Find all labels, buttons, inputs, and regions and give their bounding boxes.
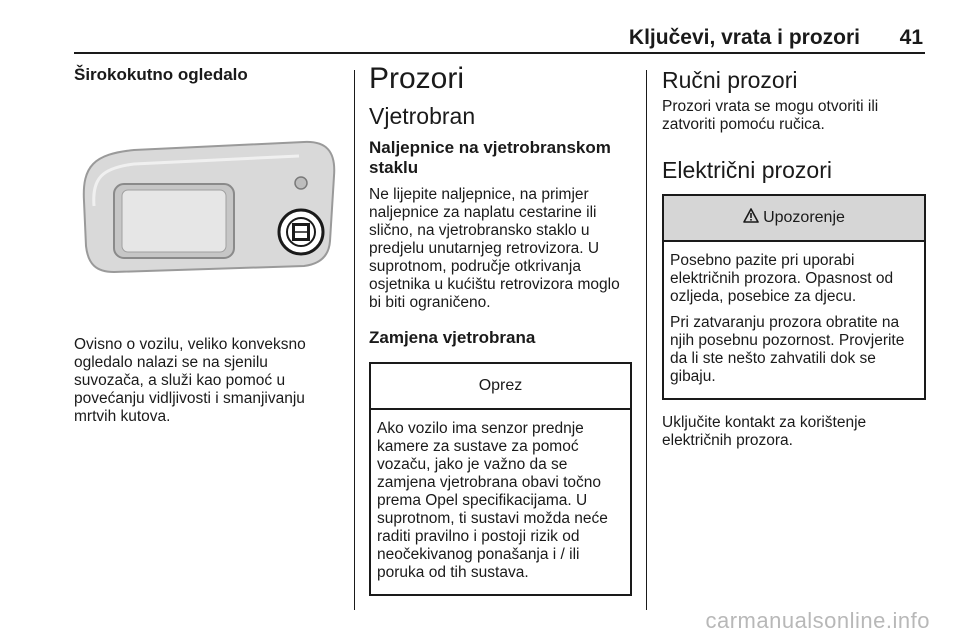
text-line: ozljeda, posebice za djecu.: [670, 288, 857, 305]
text-line: Uključite kontakt za korištenje: [662, 414, 867, 431]
text-line: suvozača, a služi kao pomoć u: [74, 372, 286, 389]
section-heading-mirror: Širokokutno ogledalo: [74, 65, 248, 84]
text-line: predjelu unutarnjeg retrovizora. U: [369, 240, 600, 257]
sun-visor-mirror-illustration: [74, 106, 342, 316]
text-line: Posebno pazite pri uporabi: [670, 252, 855, 269]
text-line: neočekivanog ponašanja i / ili: [377, 546, 580, 563]
text-line: električnih prozora. Opasnost od: [670, 270, 894, 287]
text-line: električnih prozora.: [662, 432, 793, 449]
text-line: Naljepnice na vjetrobranskom: [369, 138, 611, 157]
text-line: suprotnom, područje otkrivanja: [369, 258, 581, 275]
column-3: [662, 62, 926, 450]
text-line: zatvoriti pomoću ručica.: [662, 116, 825, 133]
warning-triangle-icon: [743, 208, 759, 228]
watermark: carmanualsonline.info: [705, 608, 930, 633]
section-title-windscreen: Vjetrobran: [369, 103, 476, 129]
text-line: bi biti ograničeno.: [369, 294, 491, 311]
text-line: Ne lijepite naljepnice, na primjer: [369, 186, 589, 203]
page-number: 41: [899, 26, 923, 49]
subheading-replacement: Zamjena vjetrobrana: [369, 328, 536, 347]
text-line: vozaču, jako je važno da se: [377, 456, 568, 473]
header-rule: [74, 52, 925, 54]
text-line: da li ste nešto zahvatili dok se: [670, 350, 876, 367]
warning-title: Upozorenje: [763, 209, 845, 226]
text-line: osjetnika u kućištu retrovizora moglo: [369, 276, 620, 293]
text-line: suprotnom, ti sustavi možda neće: [377, 510, 608, 527]
column-2: [369, 62, 632, 596]
column-1: [74, 62, 342, 426]
text-line: staklu: [369, 158, 419, 177]
text-line: gibaju.: [670, 368, 716, 385]
text-line: Ovisno o vozilu, veliko konveksno: [74, 336, 306, 353]
caution-title: Oprez: [371, 364, 630, 410]
section-title-power-windows: Električni prozori: [662, 157, 832, 183]
warning-box: [662, 194, 926, 400]
warning-body: [664, 242, 924, 398]
section-title-manual-windows: Ručni prozori: [662, 67, 798, 93]
text-line: Prozori vrata se mogu otvoriti ili: [662, 98, 879, 115]
text-line: poruka od tih sustava.: [377, 564, 529, 581]
text-line: povećanju vidljivosti i smanjivanju: [74, 390, 305, 407]
manual-windows-paragraph: [662, 98, 926, 134]
text-line: slično, na vjetrobransko staklo u: [369, 222, 590, 239]
text-line: raditi pravilno i postoji rizik od: [377, 528, 580, 545]
column-divider-1: [354, 70, 355, 610]
text-line: Ako vozilo ima senzor prednje: [377, 420, 584, 437]
caution-body: [371, 410, 630, 594]
subheading-stickers: [369, 138, 632, 178]
chapter-title: Prozori: [369, 62, 465, 95]
text-line: mrtvih kutova.: [74, 408, 171, 425]
text-line: zamjena vjetrobrana obavi točno: [377, 474, 602, 491]
warning-header: [664, 196, 924, 242]
text-line: kamere za sustave za pomoć: [377, 438, 579, 455]
column-divider-2: [646, 70, 647, 610]
text-line: ogledalo nalazi se na sjenilu: [74, 354, 268, 371]
running-header-title: Ključevi, vrata i prozori: [628, 26, 860, 49]
power-windows-paragraph: [662, 414, 926, 450]
mirror-figure: [74, 106, 342, 316]
text-line: njih posebnu pozornost. Provjerite: [670, 332, 905, 349]
text-line: naljepnice za naplatu cestarine ili: [369, 204, 597, 221]
caution-box: [369, 362, 632, 596]
text-line: Pri zatvaranju prozora obratite na: [670, 314, 900, 331]
mirror-description: [74, 336, 342, 426]
stickers-paragraph: [369, 186, 632, 312]
text-line: prema Opel specifikacijama. U: [377, 492, 588, 509]
